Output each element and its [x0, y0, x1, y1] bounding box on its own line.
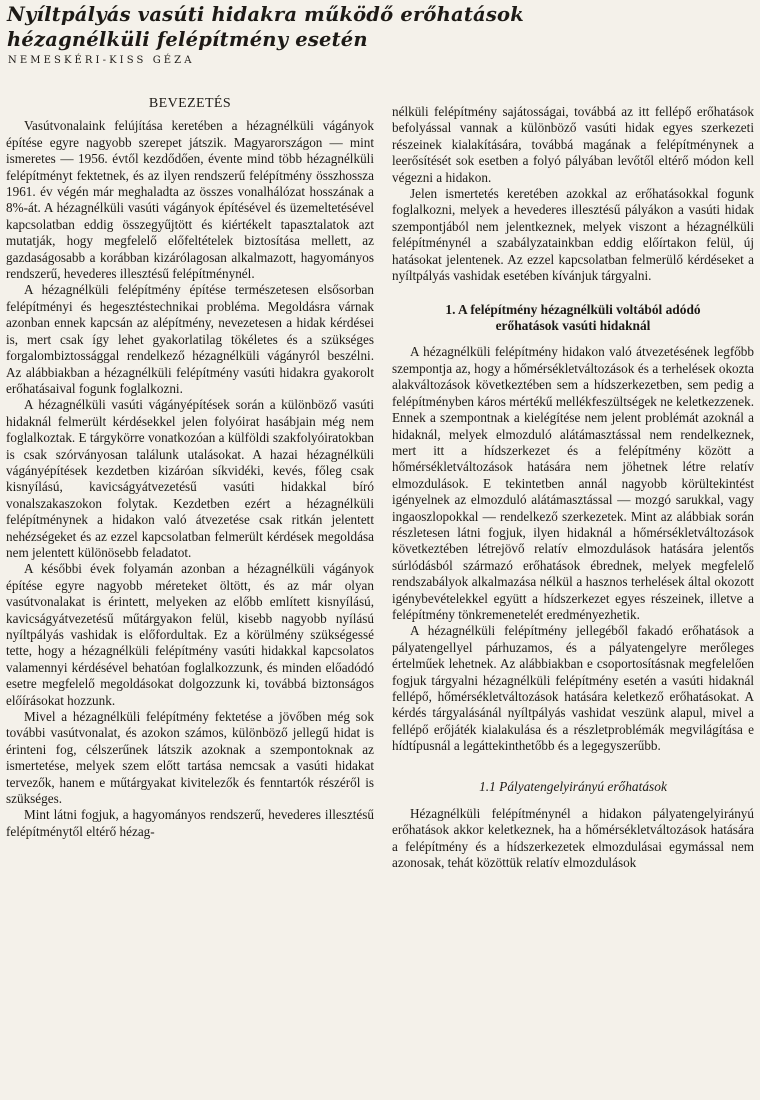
section-heading-line-1: 1. A felépítmény hézagnélküli voltából adódó: [445, 302, 701, 318]
left-column: [6, 96, 374, 840]
section-heading-line-2: erőhatások vasúti hidaknál: [495, 318, 651, 334]
article-author: NEMESKÉRI-KISS GÉZA: [8, 55, 195, 66]
right-column: [392, 104, 754, 872]
section-paragraph: A hézagnélküli felépítmény jellegéből fakadó erőhatások a pályatengellyel párhuzamos, és a pályatengelyre merőleges értelműek lehetnek. Az alábbiakban e csoportosításnak megfelelően fogjuk tárgyalni hézagnélküli felépítmény esetén a vasúti hidaknál fellépő, hőmérsékletváltozások hatására keletkező erőhatásokat. A kérdés tárgyalásánál nyíltpályás vashidat veszünk alapul, mivel a fellépő erőjáték kialakulása és a részletproblémák megvilágítása e hídtípusnál a legáttekinthetőbb és a legegyszerűbb.: [392, 623, 754, 754]
article-title: [7, 2, 607, 52]
subsection-heading: 1.1 Pályatengelyirányú erőhatások: [479, 778, 667, 794]
intro-paragraph: A hézagnélküli felépítmény építése természetesen elsősorban felépítményi és hegesztéstechnikai probléma. Megoldásra várnak azonban ennek kapcsán az alépítmény, nevezetesen a hidak kérdései is, mert csak így lehet gyakorlatilag tökéletes és a szükséges forgalombiztossággal rendelkező hézagnélküli vágányról beszélni. Az alábbiakban a hézagnélküli felépítmény vasúti hidakra gyakorolt erőhatásaival fogunk foglalkozni.: [6, 282, 374, 396]
section-heading: [392, 302, 754, 334]
article-title-line-2: hézagnélküli felépítmény esetén: [7, 28, 368, 51]
section-paragraph: A hézagnélküli felépítmény hidakon való átvezetésének legfőbb szempontja az, hogy a hőmérsékletváltozások és a terhelések okozta alakváltozások következtében sem a hídszerkezetben, sem pedig a felépítményben káros mértékű mellékfeszültségek ne keletkezzenek. Ennek a szempontnak a kielégítése nem jelent problémát azoknál a hidaknál, melyek elmozduló alátámasztással nem rendelkeznek, mert itt a hídszerkezet és a felépítmény között a hőmérsékletváltozások hatására nem jöhetnek létre relatív elmozdulások. E tekintetben annál nagyobb körültekintést igényelnek az elmozduló alátámasztással — mozgó sarukkal, vagy ingaoszlopokkal — rendelkező szerkezetek. Mint az alábbiak során részletesen látni fogjuk, ilyen hidaknál a hőmérsékletváltozások következtében létrejövő relatív elmozdulások hatására jelentős súrlódásból származó erőhatások ébrednek, melyek megfelelő rendszabályok alkalmazása nélkül a hasznos terhelések által okozott igénybevételekkel együtt a hídszerkezet egyes részeinek, illetve a felépítmény tönkremenetelét eredményezhetik.: [392, 344, 754, 622]
intro-paragraph: A hézagnélküli vasúti vágányépítések során a különböző vasúti hidaknál felmerült kérdésekkel jelen folyóirat hasábjain még nem foglalkoztak. E tárgykörre vonatkozóan a külföldi szakfolyóiratokban is csak szórványosan találunk utalásokat. A hazai hézagnélküli vágányépítések kezdetben kizáróan síkvidéki, kevés, főleg csak kisnyílású, kavicságyátvezetésű vasúti hidakkal bíró vonalszakaszokon folytak. Kezdetben ezért a hézagnélküli felépítménynek a hidakon való átvezetése csak ritkán jelentett nehézségeket és az ezzel kapcsolatban felmerült kérdések megoldása nem jelentett különösebb feladatot.: [6, 397, 374, 560]
intro-paragraph: A későbbi évek folyamán azonban a hézagnélküli vágányok építése egyre nagyobb méreteket öltött, és az már olyan vasútvonalakat is érintett, melyeken az előbb említett kisnyílású, kavicságyátvezetésű műtárgyakon felül, kisebb nagyobb nyílású nyíltpályás vashidak is előfordultak. Ez a körülmény szükségessé tette, hogy a hézagnélküli felépítmény vasúti hidakkal kapcsolatos valamennyi kérdésével behatóan foglalkozzunk, és minden előadódó esetre megfelelő megoldásokat dolgozzunk ki, továbbá biztonságos előírásokat hozzunk.: [6, 561, 374, 708]
intro-paragraph: Vasútvonalaink felújítása keretében a hézagnélküli vágányok építése egyre nagyobb szerepet játszik. Magyarországon — mint ismeretes — 1956. évtől kezdődően, évente mind több hézagnélküli felépítményt fektetnek, és az ilyen rendszerű felépítmény összhossza 1961. év végén már meghaladta az összes vonalhálózat hosszának a 8%-át. A hézagnélküli vasúti vágányok építésével és üzemeltetésével kapcsolatban eddig összegyűjtött és kiértékelt tapasztalatok azt mutatják, hogy megfelelő előfeltételek biztosítása mellett, az gazdaságosabb a korábban kizárólagosan alkalmazott, hagyományos rendszerű, hevederes illesztésű felépítménynél.: [6, 118, 374, 282]
subsection-paragraph: Hézagnélküli felépítménynél a hidakon pályatengelyirányú erőhatások akkor keletkeznek, ha a hőmérsékletváltozások hatására a felépítmény és a hídszerkezetek elmozdulásai egymással nem azonosak, tehát közöttük relatív elmozdulások: [392, 806, 754, 871]
introduction-heading: BEVEZETÉS: [148, 96, 232, 111]
article-title-line-1: Nyíltpályás vasúti hidakra működő erőhatások: [7, 3, 524, 26]
intro-paragraph-continued: nélküli felépítmény sajátosságai, továbbá az itt fellépő erőhatások befolyással vannak a különböző vasúti hidak egyes szerkezeti részeinek kialakítására, továbbá magának a felépítménynek a leerősítését sok esetben a folyó pályában levőtől eltérő módon kell végezni a hidakon.: [392, 104, 754, 185]
intro-paragraph: Mint látni fogjuk, a hagyományos rendszerű, hevederes illesztésű felépítménytől eltérő hézag-: [6, 807, 374, 839]
intro-paragraph: Mivel a hézagnélküli felépítmény fektetése a jövőben még sok további vasútvonalat, és azokon számos, különböző jellegű hidat is érinteni fog, célszerűnek látszik azoknak a szempontoknak az ismertetése, melyek szem előtt tartása nemcsak a vasúti hidakat tervezők, hanem e műtárgyakat kivitelezők és fenntartók részéről is szükséges.: [6, 709, 374, 807]
intro-paragraph: Jelen ismertetés keretében azokkal az erőhatásokkal fogunk foglalkozni, melyek a hevederes illesztésű pályákon a vasúti hidak szempontjából nem jelentkeznek, melyek viszont a hézagnélküli felépítménynél a szabályzatainkban eddig előírtakon felül, új hatásokat jelentenek. Az ezzel kapcsolatban felmerülő kérdéseket a nyíltpályás vashidak esetében kívánjuk tárgyalni.: [392, 186, 754, 284]
